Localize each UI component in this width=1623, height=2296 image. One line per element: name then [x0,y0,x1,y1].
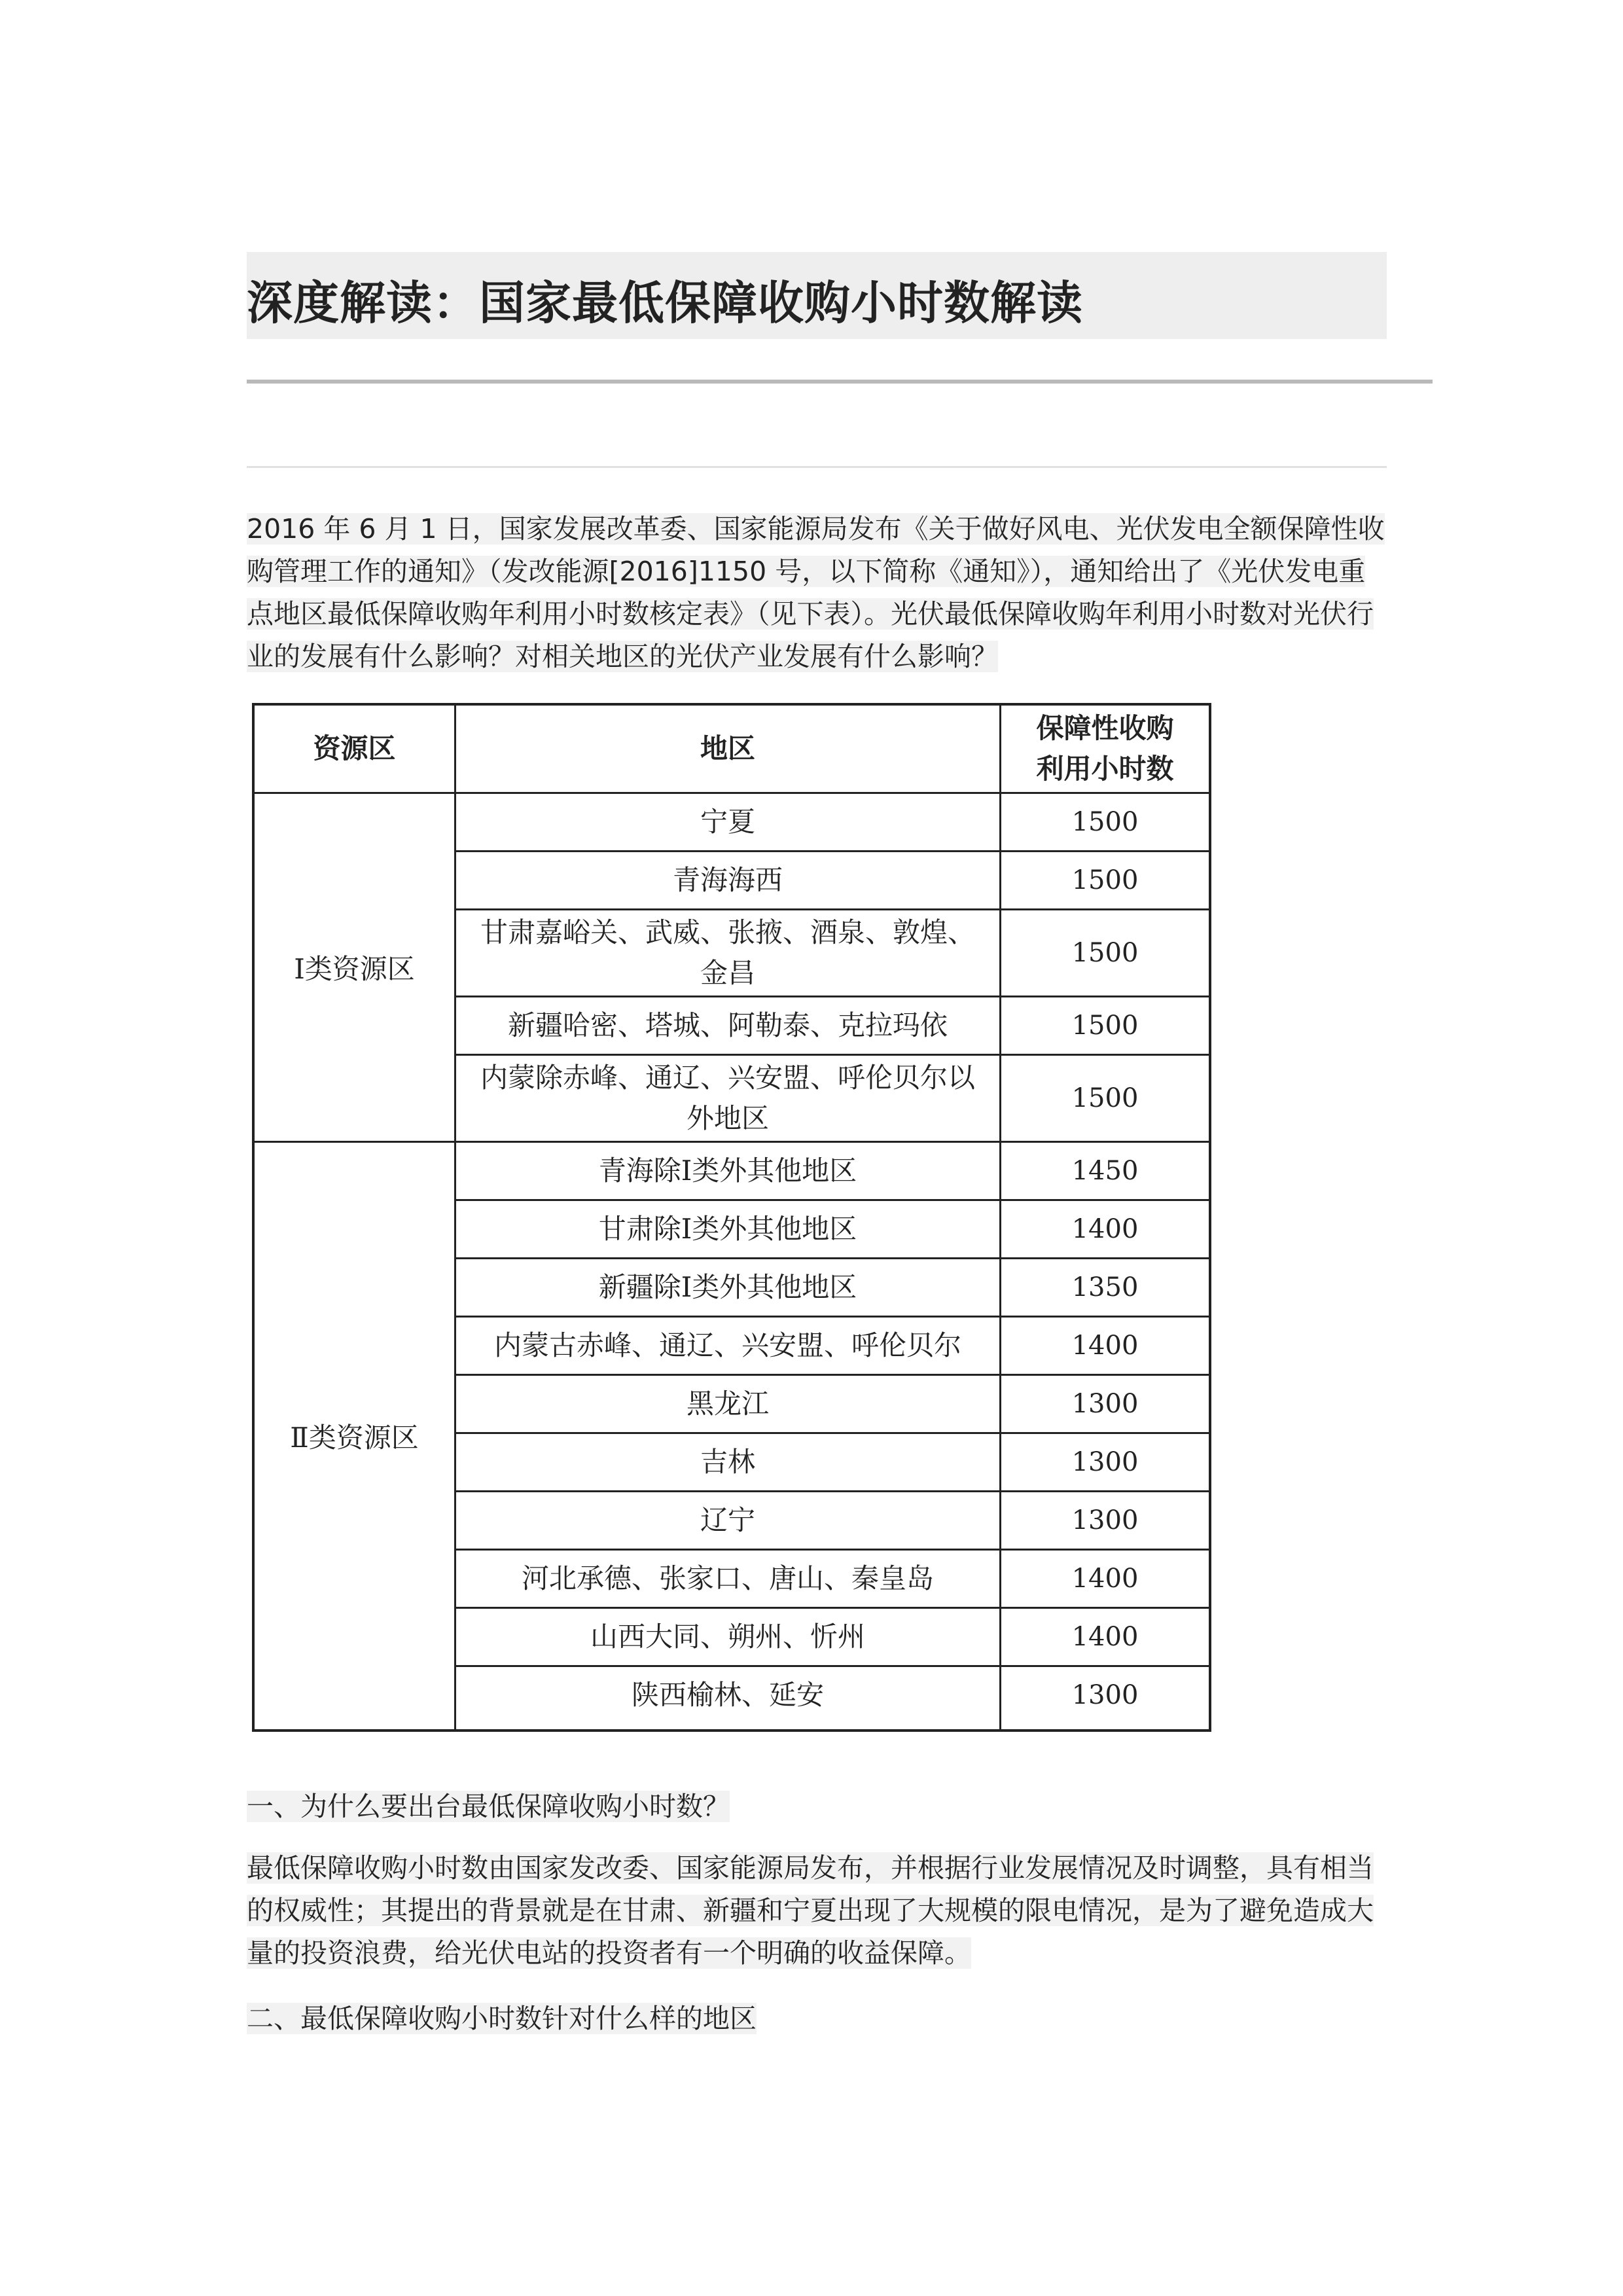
table-cell-region: 新疆除Ⅰ类外其他地区 [598,1271,857,1303]
table-cell-region: 河北承德、张家口、唐山、秦皇岛 [521,1562,934,1594]
table-cell-hours: 1300 [1071,1389,1139,1419]
section-divider [247,466,1387,468]
header-hours-line2: 利用小时数 [1036,753,1174,785]
table-cell-region: 宁夏 [700,806,755,838]
table-cell-hours: 1500 [1071,1011,1139,1041]
table-cell-hours: 1300 [1071,1447,1139,1477]
table-cell-hours: 1300 [1071,1680,1139,1710]
table-cell-hours: 1400 [1071,1214,1139,1244]
section1-body [247,1847,1387,1975]
table-cell-hours: 1500 [1071,938,1139,968]
table-cell-region: 青海除Ⅰ类外其他地区 [598,1155,857,1187]
table-cell-region: 陕西榆林、延安 [631,1679,824,1711]
title-divider [247,380,1433,384]
intro-paragraph [247,508,1387,678]
table-cell-region: 青海海西 [672,864,783,896]
table-cell-region: 内蒙古赤峰、通辽、兴安盟、呼伦贝尔 [493,1329,961,1361]
zone-1-label: Ⅰ类资源区 [294,953,415,985]
table-cell-region: 甘肃除Ⅰ类外其他地区 [598,1213,857,1245]
table-cell-hours: 1500 [1071,1083,1139,1113]
table-cell-hours: 1300 [1071,1505,1139,1535]
table-cell-region: 新疆哈密、塔城、阿勒泰、克拉玛依 [507,1009,948,1041]
table-cell-region: 黑龙江 [686,1388,769,1420]
table-cell-hours: 1450 [1071,1156,1139,1186]
table-cell-region: 辽宁 [700,1504,755,1536]
table-cell-hours: 1400 [1071,1564,1139,1594]
section1-body-text: 最低保障收购小时数由国家发改委、国家能源局发布，并根据行业发展情况及时调整，具有相当的权威性；其提出的背景就是在甘肃、新疆和宁夏出现了大规模的限电情况，是为了避免造成大量的投资浪费，给光伏电站的投资者有一个明确的收益保障。 [247,1852,1374,1969]
table-cell-region: 山西大同、朔州、忻州 [590,1621,865,1653]
zone-2-label: Ⅱ类资源区 [290,1422,419,1454]
section1-heading [247,1785,1387,1828]
page-title: 深度解读：国家最低保障收购小时数解读 [247,276,1083,330]
header-hours [1001,706,1209,792]
table-cell-region: 甘肃嘉峪关、武威、张掖、酒泉、敦煌、金昌 [480,916,975,989]
table-cell-hours: 1350 [1071,1272,1139,1302]
table-cell-region: 内蒙除赤峰、通辽、兴安盟、呼伦贝尔以外地区 [480,1062,975,1134]
title-box [247,252,1387,339]
table-cell-hours: 1500 [1071,807,1139,837]
header-hours-line1: 保障性收购 [1036,712,1174,744]
table-cell-hours: 1500 [1071,865,1139,895]
table-cell-region: 吉林 [700,1446,755,1478]
hours-table [252,703,1211,1732]
section2-heading-text: 二、最低保障收购小时数针对什么样的地区 [247,2003,757,2034]
section1-heading-text: 一、为什么要出台最低保障收购小时数？ [247,1791,730,1822]
header-region: 地区 [700,732,755,764]
table-cell-hours: 1400 [1071,1331,1139,1361]
section2-heading [247,1998,1387,2040]
intro-text: 2016 年 6 月 1 日，国家发展改革委、国家能源局发布《关于做好风电、光伏发电全额保障性收购管理工作的通知》（发改能源[2016]1150 号，以下简称《通知》），通知给出了《光伏发电重点地区最低保障收购年利用小时数核定表》（见下表）。光伏最低保障收购年利用小时数对光伏行业的发展有什么影响？对相关地区的光伏产业发展有什么影响？ [247,513,1385,672]
header-zone: 资源区 [313,732,396,764]
table-cell-hours: 1400 [1071,1622,1139,1652]
